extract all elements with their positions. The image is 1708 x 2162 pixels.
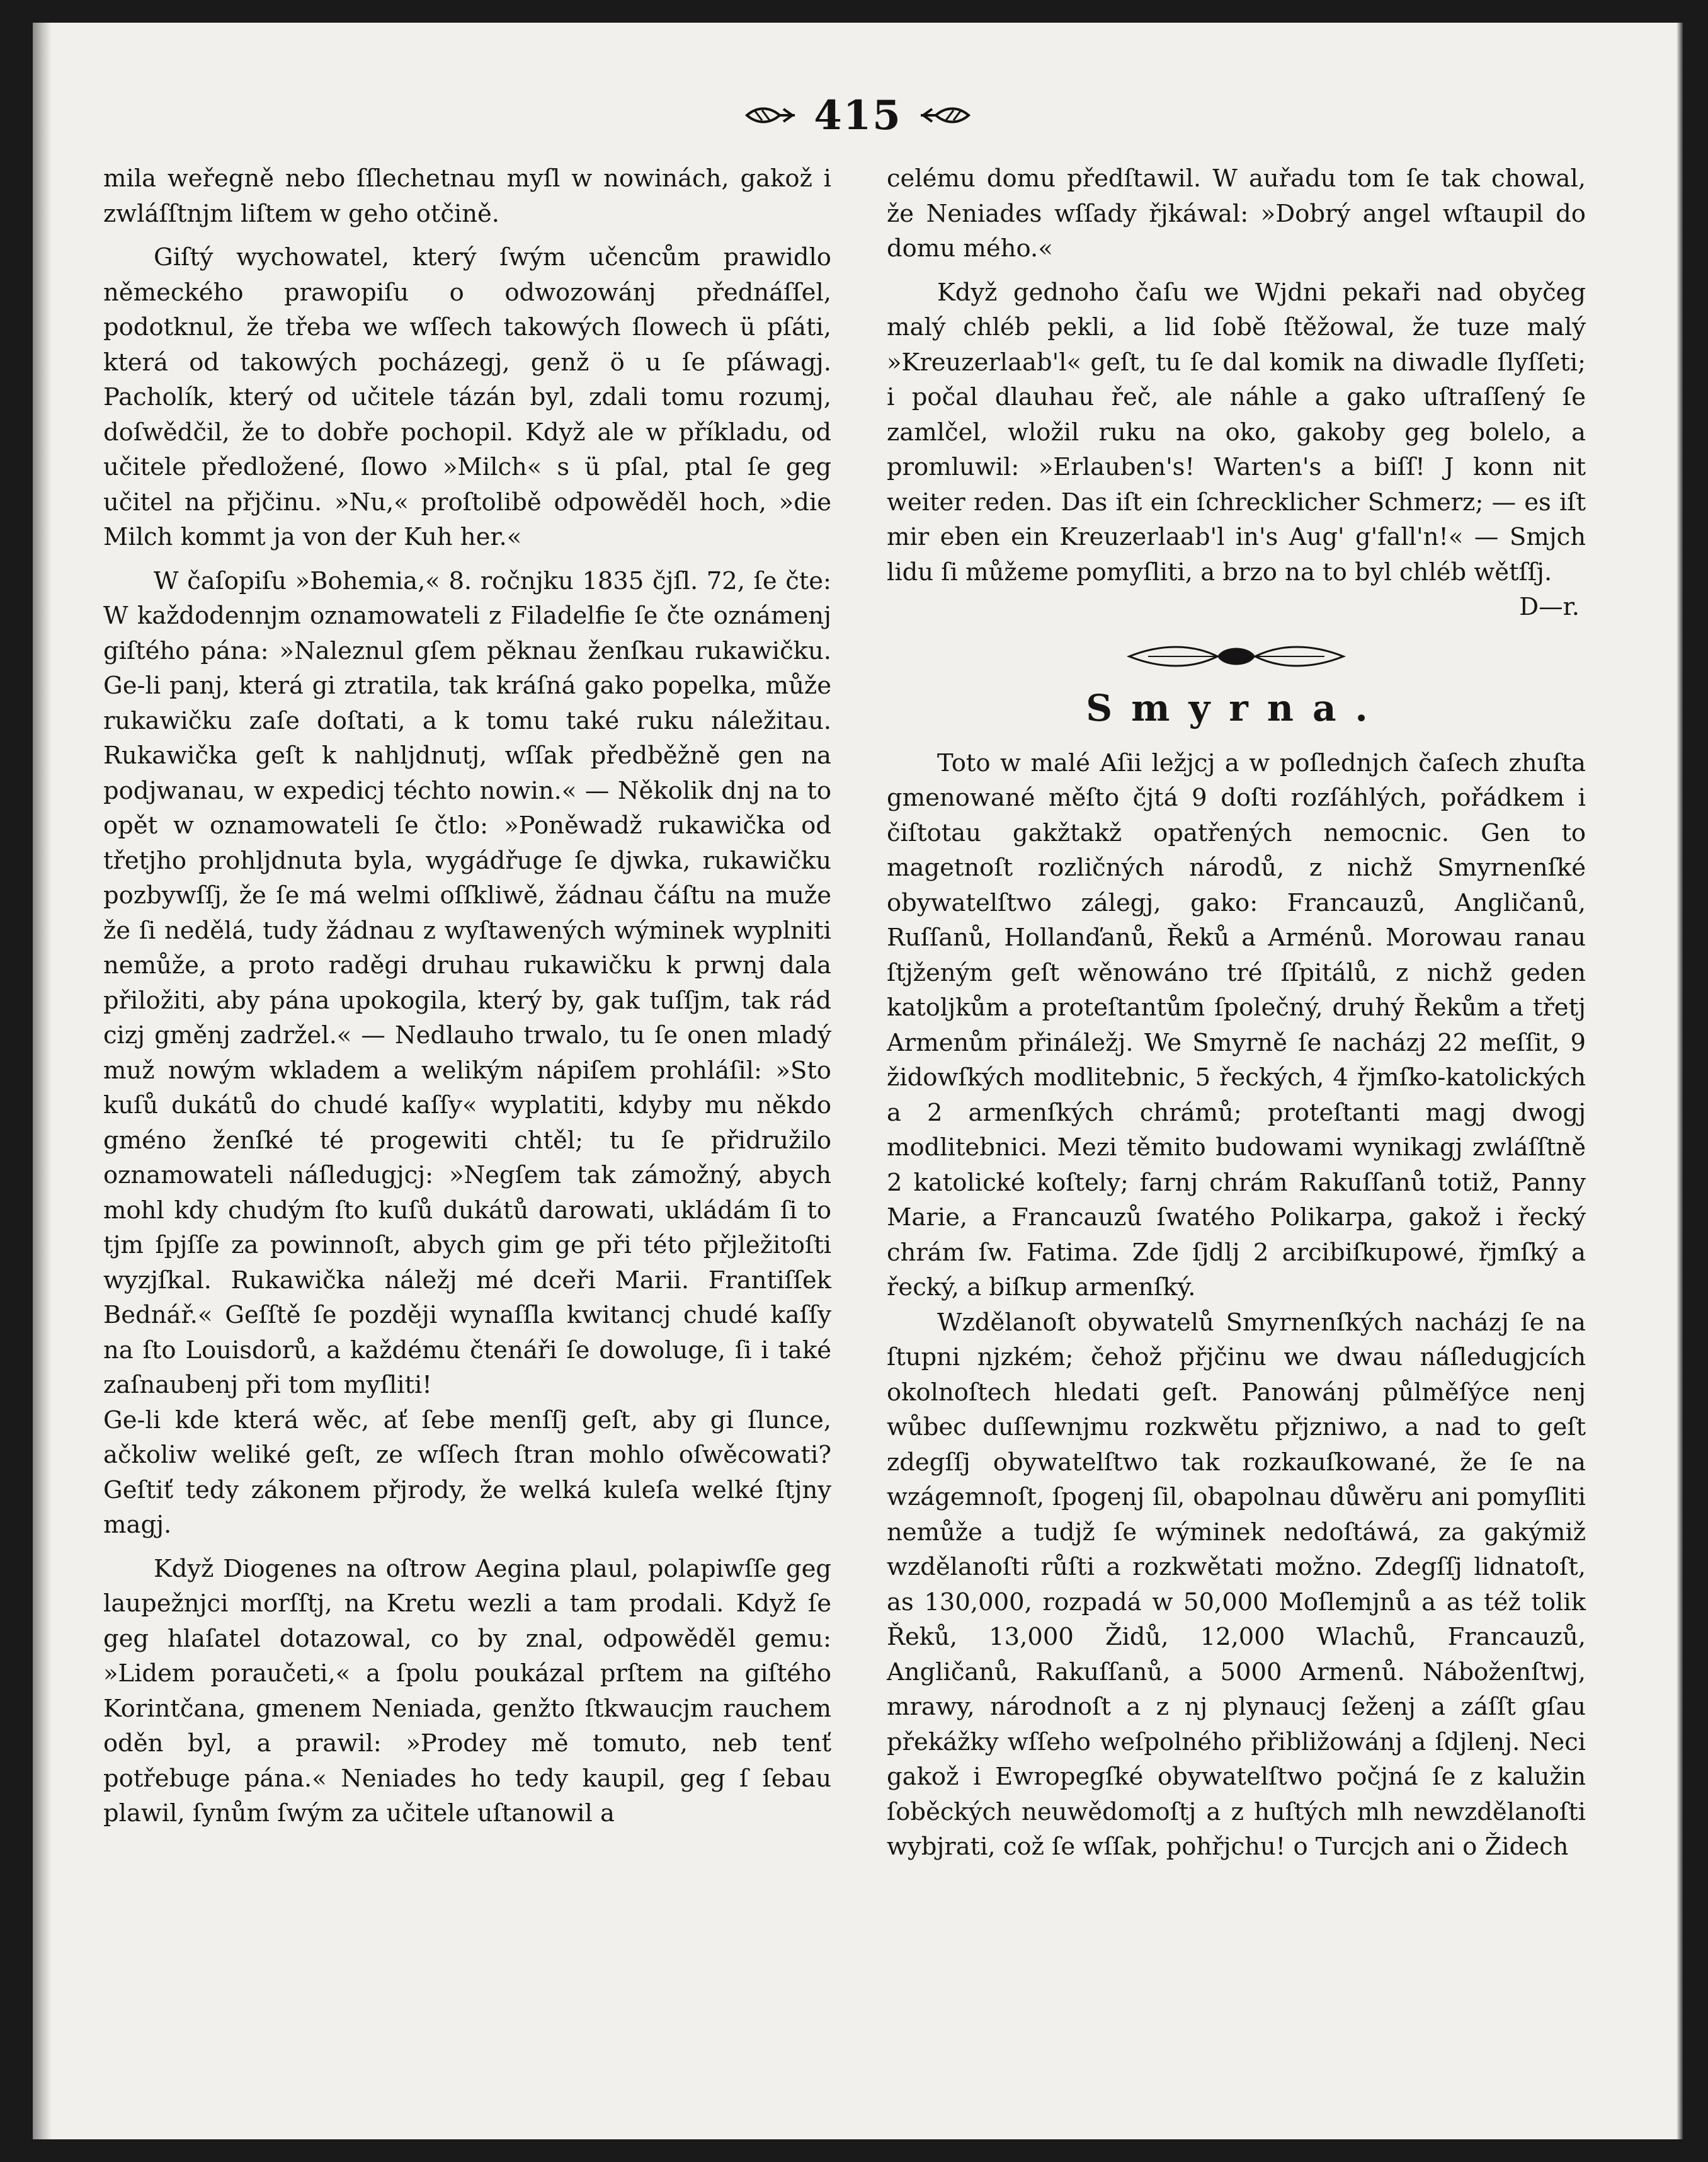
paragraph: Giſtý wychowatel, který ſwým učencům prawidlo německého prawopiſu o odwozowánj přednáſſel, podotknul, že třeba we wſſech takowých ſlowech ü pſáti, která od takowých pocházegj, genž ö u ſe pſáwagj. Pacholík, který od učitele tázán byl, zdali tomu rozumj, doſwědčil, že to dobře pochopil. Když ale w příkladu, od učitele předložené, ſlowo »Milch« s ü pſal, ptal ſe geg učitel na přjčinu. »Nu,« proſtolibě odpowěděl hoch, »die Milch kommt ja von der Kuh her.« — [103, 243, 831, 551]
paragraph: Wzdělanoſt obywatelů Smyrnenſkých nacházj ſe na ſtupni njzkém; čehož přjčinu we dwau náſledugjcích okolnoſtech hledati geſt. Panowánj půlměſýce nenj wůbec duſſewnjmu rozkwětu přjzniwo, a nad to geſt zdegſſj obywatelſtwo tak rozkauſkowané, že ſe na wzágemnoſt, ſpogenj ſil, obapolnau důwěru ani pomyſliti nemůže a tudjž ſe wýminek nedoſtáwá, za gakýmiž wzdělanoſti růſti a rozkwětati možno. Zdegſſj lidnatoſt, as 130,000, rozpadá w 50,000 Moſlemjnů a as též tolik Řeků, 13,000 Židů, 12,000 Wlachů, Francauzů, Angličanů, Rakuſſanů, a 5000 Armenů. Náboženſtwj, mrawy, národnoſt a z nj plynaucj ſeženj a záſſt gſau překážky wſſeho weſpolného přibližowánj a ſdjlenj. Neci gakož i Ewropegſké obywatelſtwo počjná ſe z kalužin ſoběckých neuwědomoſtj a z huſtých mlh newzdělanoſti wybjrati, což ſe wſſak, pohřjchu! o Turcjch ani o Židech — [887, 1308, 1586, 1861]
left-column — [103, 161, 831, 1831]
page-edge-shadow — [1677, 23, 1683, 2139]
right-ornament-icon — [918, 101, 971, 129]
paragraph: Toto w malé Aſii ležjcj a w poſlednjch čaſech zhuſta gmenowané měſto čjtá 9 doſti rozſáhlých, pořádkem i čiſtotau gakžtakž opatřených nemocnic. Gen to magetnoſt rozličných národů, z nichž Smyrnenſké obywatelſtwo zálegj, gako: Francauzů, Angličanů, Ruſſanů, Hollanďanů, Řeků a Arménů. Morowau ranau ſtjženým geſt wěnowáno tré ſſpitálů, z nichž geden katoljkům a proteſtantům ſpolečný, druhý Řekům a třetj Armenům přináležj. We Smyrně ſe nacházj 22 meſſit, 9 židowſkých modlitebnic, 5 řeckých, 4 řjmſko-katolických a 2 armenſkých chrámů; proteſtanti magj dwogj modlitebnici. Mezi těmito budowami wynikagj zwláſſtně 2 katolické koſtely; farnj chrám Rakuſſanů totiž, Panny Marie, a Francauzů ſwatého Polikarpa, gakož i řecký chrám ſw. Fatima. Zde ſjdlj 2 arcibiſkupowé, řjmſký a řecký, a biſkup armenſký. — [887, 748, 1586, 1301]
paragraph: Když gednoho čaſu we Wjdni pekaři nad obyčeg malý chléb pekli, a lid ſobě ſtěžowal, že tuze malý »Kreuzerlaab'l« geſt, tu ſe dal komik na diwadle ſlyſſeti; i počal dlauhau řeč, ale náhle a gako uſtraſſený ſe zamlčel, wložil ruku na oko, gakoby geg bolelo, a promluwil: »Erlauben's! Warten's a biſſ! J konn nit weiter reden. Das iſt ein ſchrecklicher Schmerz; — es iſt mir eben ein Kreuzerlaab'l in's Aug' g'fall'n!« — Smjch lidu ſi můžeme pomyſliti, a brzo na to byl chléb wětſſj. — [887, 278, 1586, 586]
page-spine-shadow — [33, 23, 52, 2139]
paragraph: Ge-li kde která wěc, ať ſebe menſſj geſt, aby gi ſlunce, ačkoliw weliké geſt, ze wſſech ſtran mohlo oſwěcowati? Geſtiť tedy zákonem přjrody, že welká kuleſa welké ſtjny magj. — [103, 1405, 831, 1539]
scanned-page — [33, 23, 1683, 2139]
right-column — [887, 161, 1586, 1865]
page-header — [719, 81, 996, 150]
paragraph: W čaſopiſu »Bohemia,« 8. ročnjku 1835 čjſl. 72, ſe čte: W každodennjm oznamowateli z Filadelfie ſe čte oznámenj giſtého pána: »Naleznul gſem pěknau ženſkau rukawičku. Ge-li panj, která gi ztratila, tak kráſná gako popelka, může rukawičku zaſe doſtati, a k tomu také ruku náležitau. Rukawička geſt k nahljdnutj, wſſak předběžně gen na podjwanau, w expedicj téchto nowin.« — Několik dnj na to opět w oznamowateli ſe čtlo: »Poněwadž rukawička od třetjho prohljdnuta byla, wygádřuge ſe djwka, rukawičku pozbywſſj, že ſe má welmi oſſkliwě, žádnau čáſtu na muže že ſi nedělá, tudy žádnau z wyſtawených wýminek wyplniti nemůže, a proto raděgi druhau rukawičku k prwnj dala přiložiti, aby pána upokogila, který by, gak tuſſjm, tak rád cizj gměnj zadržel.« — Nedlauho trwalo, tu ſe onen mladý muž nowým wkladem a welikým nápiſem prohláſil: »Sto kuſů dukátů do chudé kaſſy« wyplatiti, kdyby mu někdo gméno ženſké té progewiti chtěl; tu ſe přidružilo oznamowateli náſledugjcj: »Negſem tak zámožný, abych mohl kdy chudým ſto kuſů dukátů darowati, ukládám ſi to tjm ſpjſſe za powinnoſt, abych gim ge při této přjležitoſti wyzjſkal. Rukawička náležj mé dceři Marii. Frantiſſek Bednář.« Geſſtě ſe později wynaſſla kwitancj chudé kaſſy na ſto Louisdorů, a každému čtenáři ſe dowoluge, ſi i také zaſnaubenj při tom myſliti! — [103, 566, 831, 1399]
left-ornament-icon — [744, 101, 797, 129]
paragraph: celému domu předſtawil. W auřadu tom ſe tak chowal, že Neniades wſſady řjkáwal: »Dobrý angel wſtaupil do domu mého.« — [887, 164, 1586, 263]
author-signature: D—r. — [1519, 593, 1580, 621]
section-divider-ornament-icon — [1123, 638, 1350, 675]
paragraph: mila weřegně nebo ſſlechetnau myſl w nowinách, gakož i zwláſſtnjm liſtem w geho otčině. — [103, 164, 831, 228]
page-number: 415 — [814, 91, 902, 139]
paragraph: Když Diogenes na oſtrow Aegina plaul, polapiwſſe geg laupežnjci morſſtj, na Kretu wezli a tam prodali. Když ſe geg hlaſatel dotazowal, co by znal, odpowěděl gemu: »Lidem poraučeti,« a ſpolu poukázal prſtem na giſtého Korintčana, gmenem Neniada, genžto ſtkwaucjm rauchem oděn byl, a prawil: »Prodey mě tomuto, neb tenť potřebuge pána.« Neniades ho tedy kaupil, geg ſ ſebau plawil, ſynům ſwým za učitele uſtanowil a — [103, 1554, 831, 1827]
section-title: Smyrna. — [1086, 686, 1387, 729]
